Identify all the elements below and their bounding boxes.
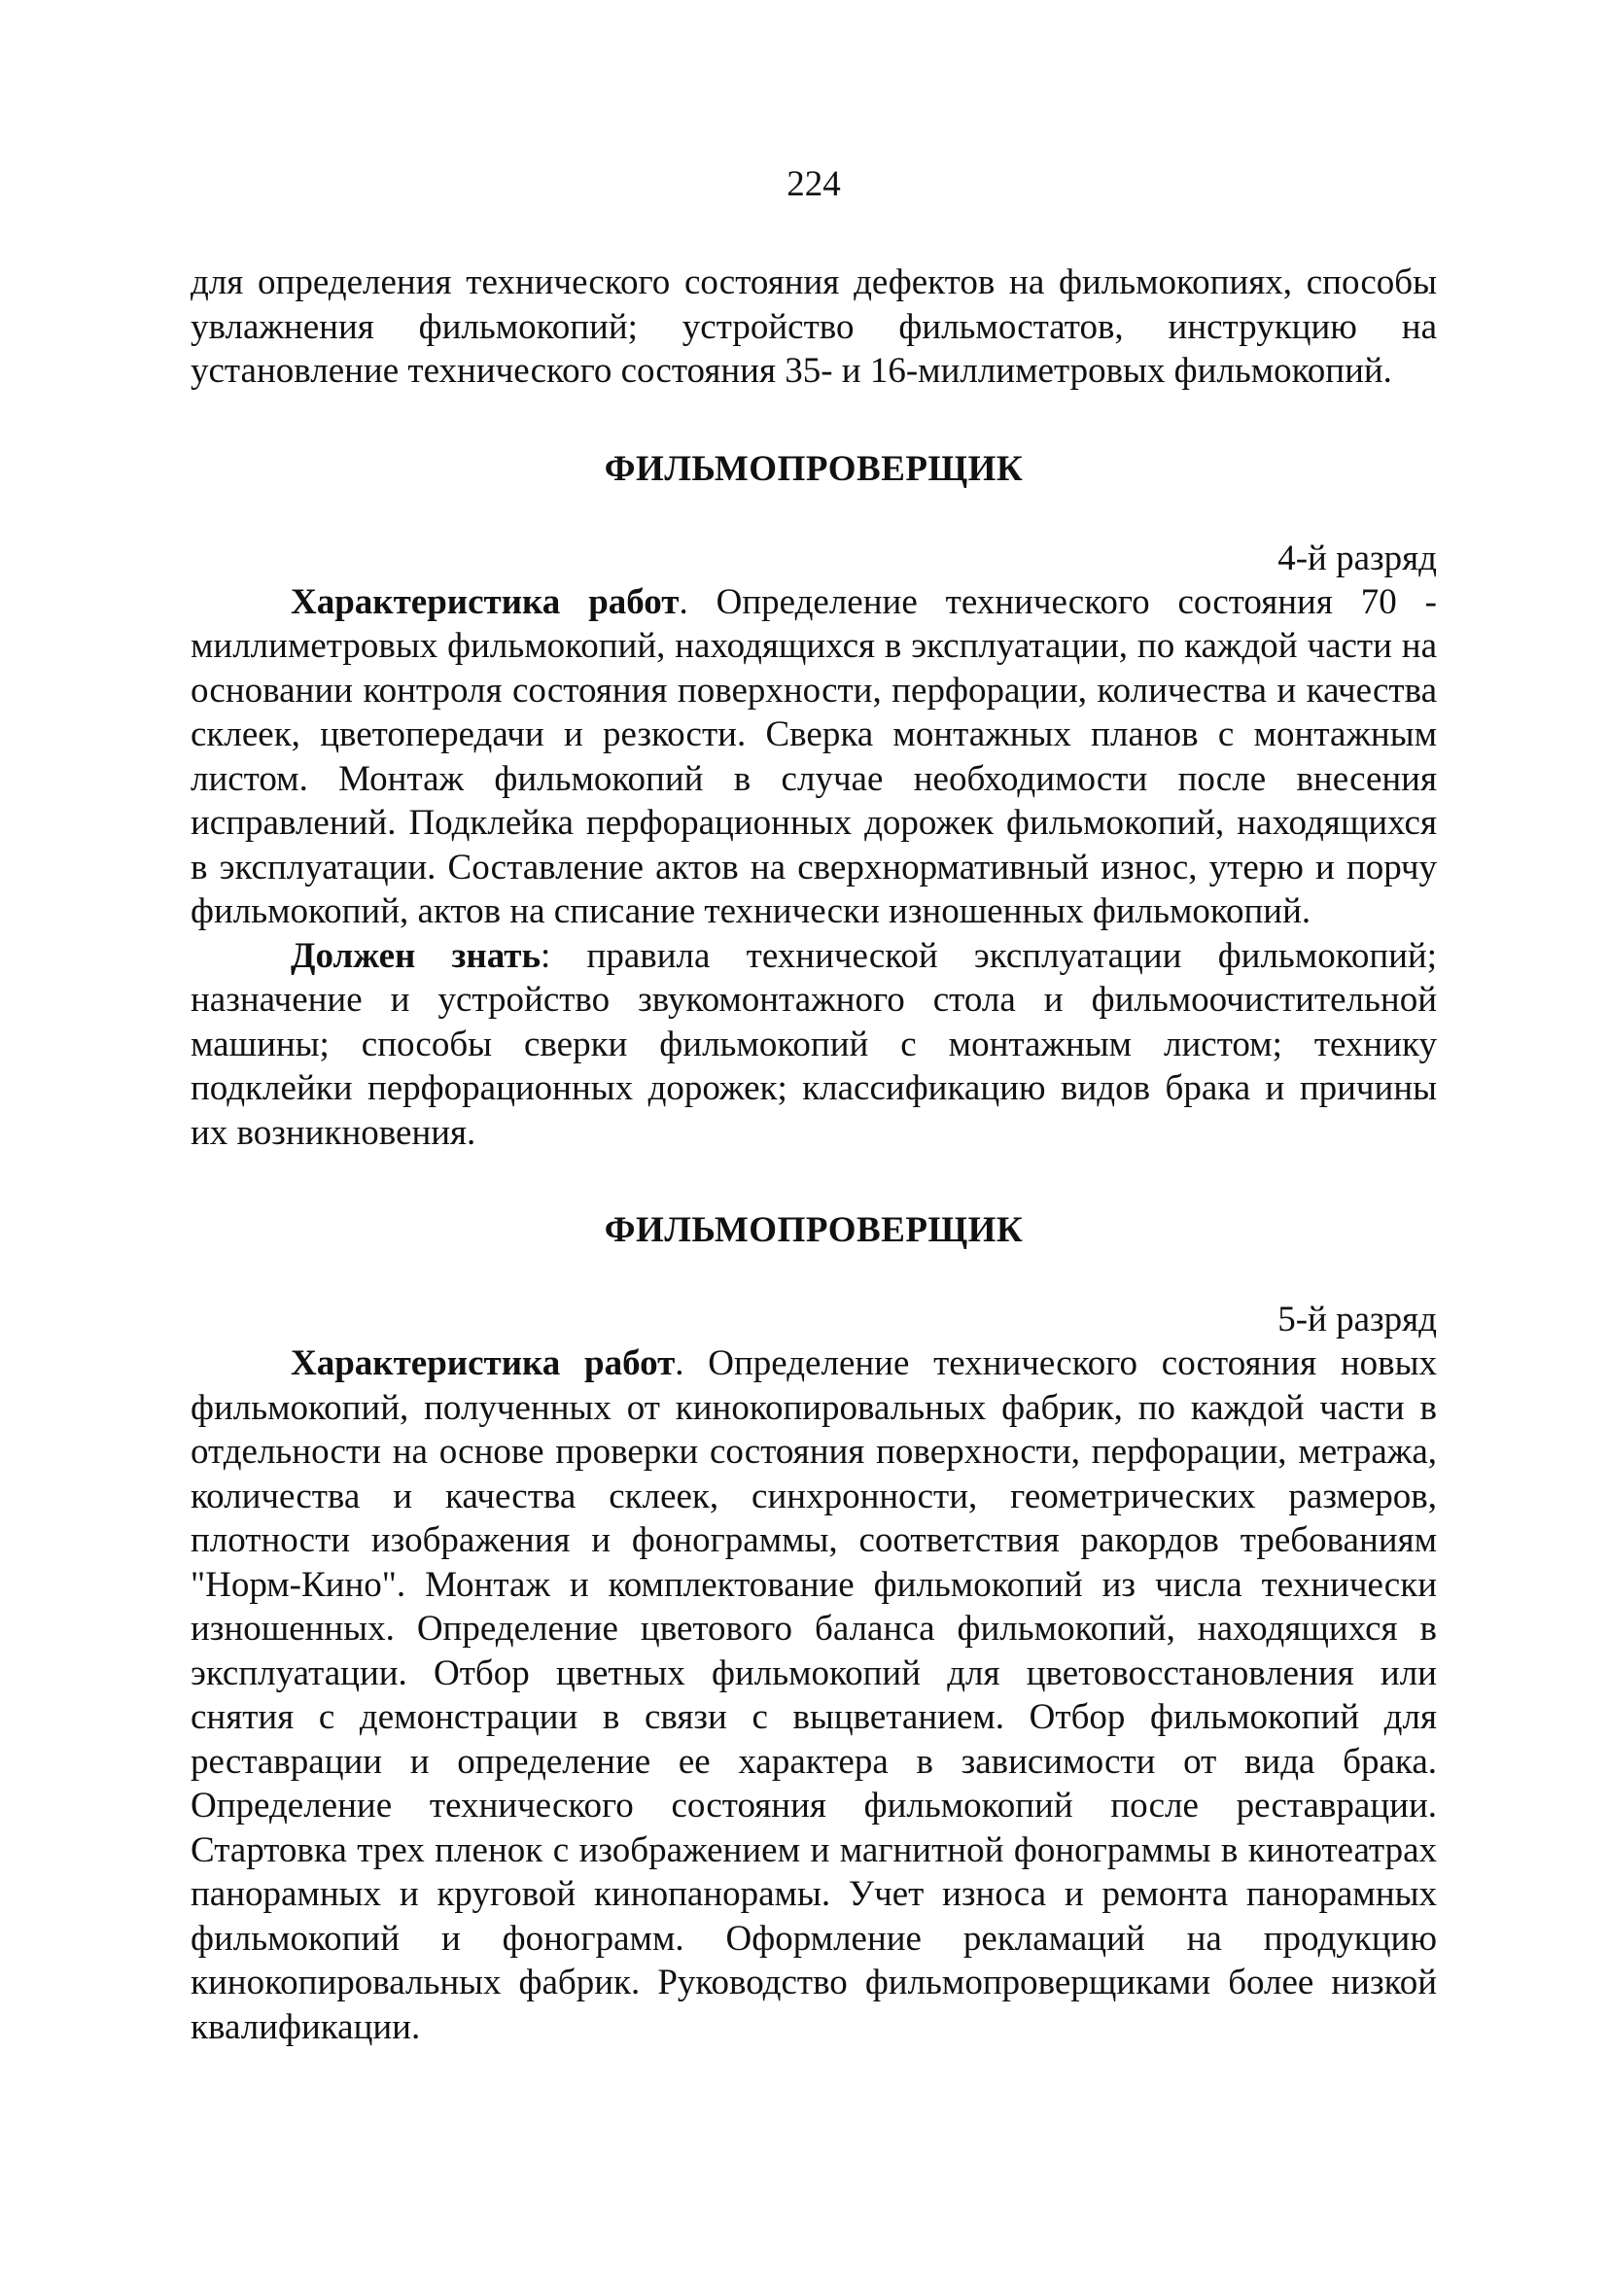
document-page bbox=[191, 163, 1437, 2049]
characteristics-label: Характеристика работ bbox=[291, 1343, 676, 1383]
characteristics-text: . Определение технического состояния 70 - миллиметровых фильмокопий, находящихся в эксплуатации, по каждой части на основании контроля состояния поверхности, перфорации, количества и качества склеек, цветопередачи и резкости. Сверка монтажных планов с монтажным листом. Монтаж фильмокопий в случае необходимости после внесения исправлений. Подклейка перфорационных дорожек фильмокопий, находящихся в эксплуатации. Составление актов на сверхнормативный износ, утерю и порчу фильмокопий, актов на списание технически изношенных фильмокопий. bbox=[191, 581, 1437, 931]
grade-label: 4-й разряд bbox=[1277, 538, 1437, 578]
page-number: 224 bbox=[787, 164, 841, 204]
section-title: ФИЛЬМОПРОВЕРЩИК bbox=[604, 448, 1024, 489]
section-grade-4 bbox=[191, 448, 1437, 1156]
characteristics-text: . Определение технического состояния новых фильмокопий, полученных от кинокопировальных фабрик, по каждой части в отдельности на основе проверки состояния поверхности, перфорации, метража, количества и качества склеек, синхронности, геометрических размеров, плотности изображения и фонограммы, соответствия ракордов требованиям "Норм-Кино". Монтаж и комплектование фильмокопий из числа технически изношенных. Определение цветового баланса фильмокопий, находящихся в эксплуатации. Отбор цветных фильмокопий для цветовосстановления или снятия с демонстрации в связи с выцветанием. Отбор фильмокопий для реставрации и определение ее характера в зависимости от вида брака. Определение технического состояния фильмокопий после реставрации. Стартовка трех пленок с изображением и магнитной фонограммы в кинотеатрах панорамных и круговой кинопанорамы. Учет износа и ремонта панорамных фильмокопий и фонограмм. Оформление рекламаций на продукцию кинокопировальных фабрик. Руководство фильмопроверщиками более низкой квалификации. bbox=[191, 1343, 1438, 2047]
knowledge-label: Должен знать bbox=[291, 935, 542, 976]
grade-label: 5-й разряд bbox=[1277, 1300, 1437, 1339]
intro-paragraph: для определения технического состояния дефектов на фильмокопиях, способы увлажнения фильмокопий; устройство фильмостатов, инструкцию на установление технического состояния 35- и 16-миллиметровых фильмокопий. bbox=[191, 262, 1437, 391]
section-grade-5 bbox=[191, 1209, 1437, 2049]
characteristics-label: Характеристика работ bbox=[291, 581, 680, 622]
section-title: ФИЛЬМОПРОВЕРЩИК bbox=[604, 1210, 1024, 1250]
characteristics-paragraph bbox=[191, 580, 1437, 934]
characteristics-paragraph bbox=[191, 1341, 1437, 2049]
knowledge-paragraph bbox=[191, 934, 1437, 1156]
knowledge-text: : правила технической эксплуатации фильмокопий; назначение и устройство звукомонтажного стола и фильмоочистительной машины; способы сверки фильмокопий с монтажным листом; технику подклейки перфорационных дорожек; классификацию видов брака и причины их возникновения. bbox=[191, 935, 1437, 1153]
